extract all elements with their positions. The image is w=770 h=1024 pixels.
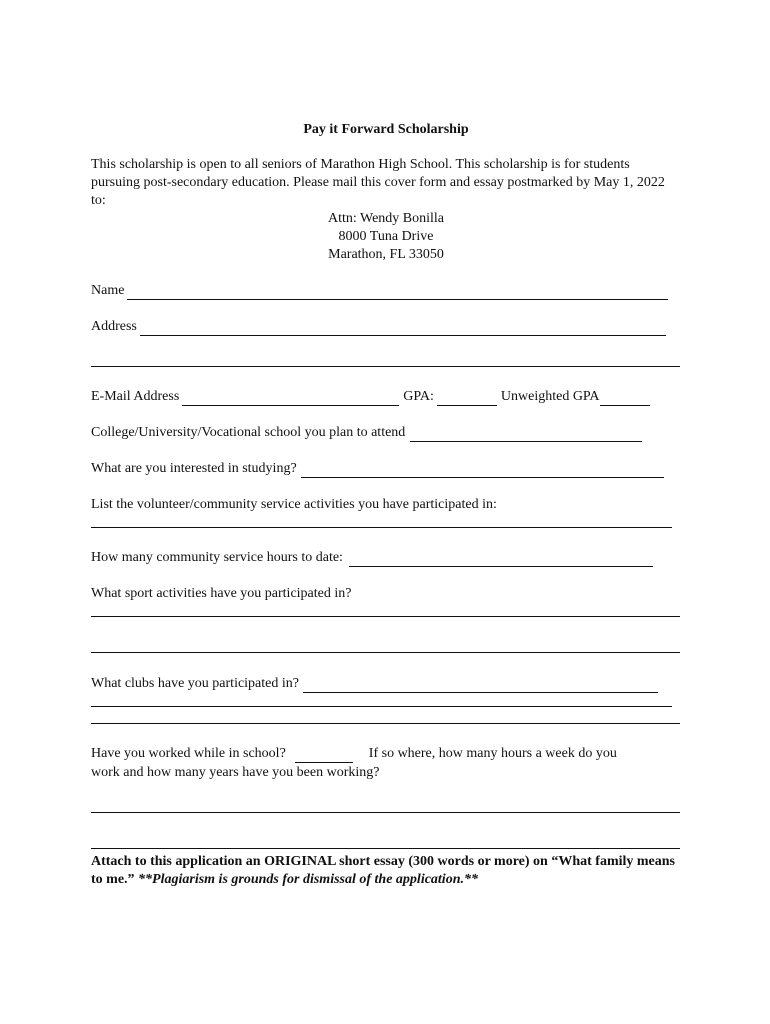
clubs-label: What clubs have you participated in? — [91, 676, 299, 691]
college-row — [91, 424, 681, 442]
clubs-field-line-3[interactable] — [91, 723, 680, 724]
clubs-row — [91, 675, 681, 693]
worked-field[interactable] — [295, 748, 353, 763]
hours-row — [91, 549, 681, 567]
work-detail-line-1: If so where, how many hours a week do you — [368, 746, 617, 761]
work-detail-row — [91, 764, 681, 782]
college-field[interactable] — [410, 427, 642, 442]
volunteer-field[interactable] — [91, 527, 672, 528]
worked-row — [91, 745, 681, 763]
mailing-street: 8000 Tuna Drive — [338, 229, 434, 244]
work-detail-line-2: work and how many years have you been working? — [91, 765, 380, 780]
sports-field-line-2[interactable] — [91, 652, 680, 653]
address-field-line-2[interactable] — [91, 366, 680, 367]
email-gpa-row — [91, 388, 681, 406]
sports-field-line-1[interactable] — [91, 616, 680, 617]
unweighted-gpa-label: Unweighted GPA — [500, 389, 600, 404]
gpa-label: GPA: — [403, 389, 434, 404]
name-row — [91, 282, 681, 300]
sports-row — [91, 585, 681, 603]
worked-label: Have you worked while in school? — [91, 746, 286, 761]
study-label: What are you interested in studying? — [91, 461, 297, 476]
essay-instruction-text: Attach to this application an ORIGINAL short essay (300 words or more) on “What family means to me.” — [91, 854, 675, 887]
sports-label: What sport activities have you participated in? — [91, 586, 352, 601]
work-field-line-1[interactable] — [91, 812, 680, 813]
work-field-line-2[interactable] — [91, 848, 680, 849]
name-label: Name — [91, 283, 125, 298]
plagiarism-warning: **Plagiarism is grounds for dismissal of the application.** — [138, 872, 478, 887]
email-label: E-Mail Address — [91, 389, 180, 404]
hours-field[interactable] — [349, 552, 653, 567]
gpa-field[interactable] — [437, 391, 497, 406]
clubs-field-line-2[interactable] — [91, 706, 672, 707]
essay-instructions — [91, 853, 681, 889]
address-field[interactable] — [140, 321, 666, 336]
mailing-city: Marathon, FL 33050 — [328, 247, 444, 262]
clubs-field[interactable] — [303, 678, 658, 693]
mailing-attn: Attn: Wendy Bonilla — [327, 211, 445, 226]
volunteer-row — [91, 496, 681, 514]
hours-label: How many community service hours to date: — [91, 550, 343, 565]
intro-paragraph: This scholarship is open to all seniors of Marathon High School. This scholarship is for students pursuing post-secondary education. Please mail this cover form and essay postmarked by May 1, 2022 to: — [91, 157, 665, 208]
study-row — [91, 460, 681, 478]
email-field[interactable] — [182, 391, 399, 406]
address-label: Address — [91, 319, 137, 334]
address-row — [91, 318, 681, 336]
study-field[interactable] — [301, 463, 664, 478]
unweighted-gpa-field[interactable] — [600, 391, 650, 406]
volunteer-label: List the volunteer/community service activities you have participated in: — [91, 497, 497, 512]
name-field[interactable] — [127, 285, 668, 300]
form-title: Pay it Forward Scholarship — [303, 122, 469, 137]
college-label: College/University/Vocational school you plan to attend — [91, 425, 406, 440]
